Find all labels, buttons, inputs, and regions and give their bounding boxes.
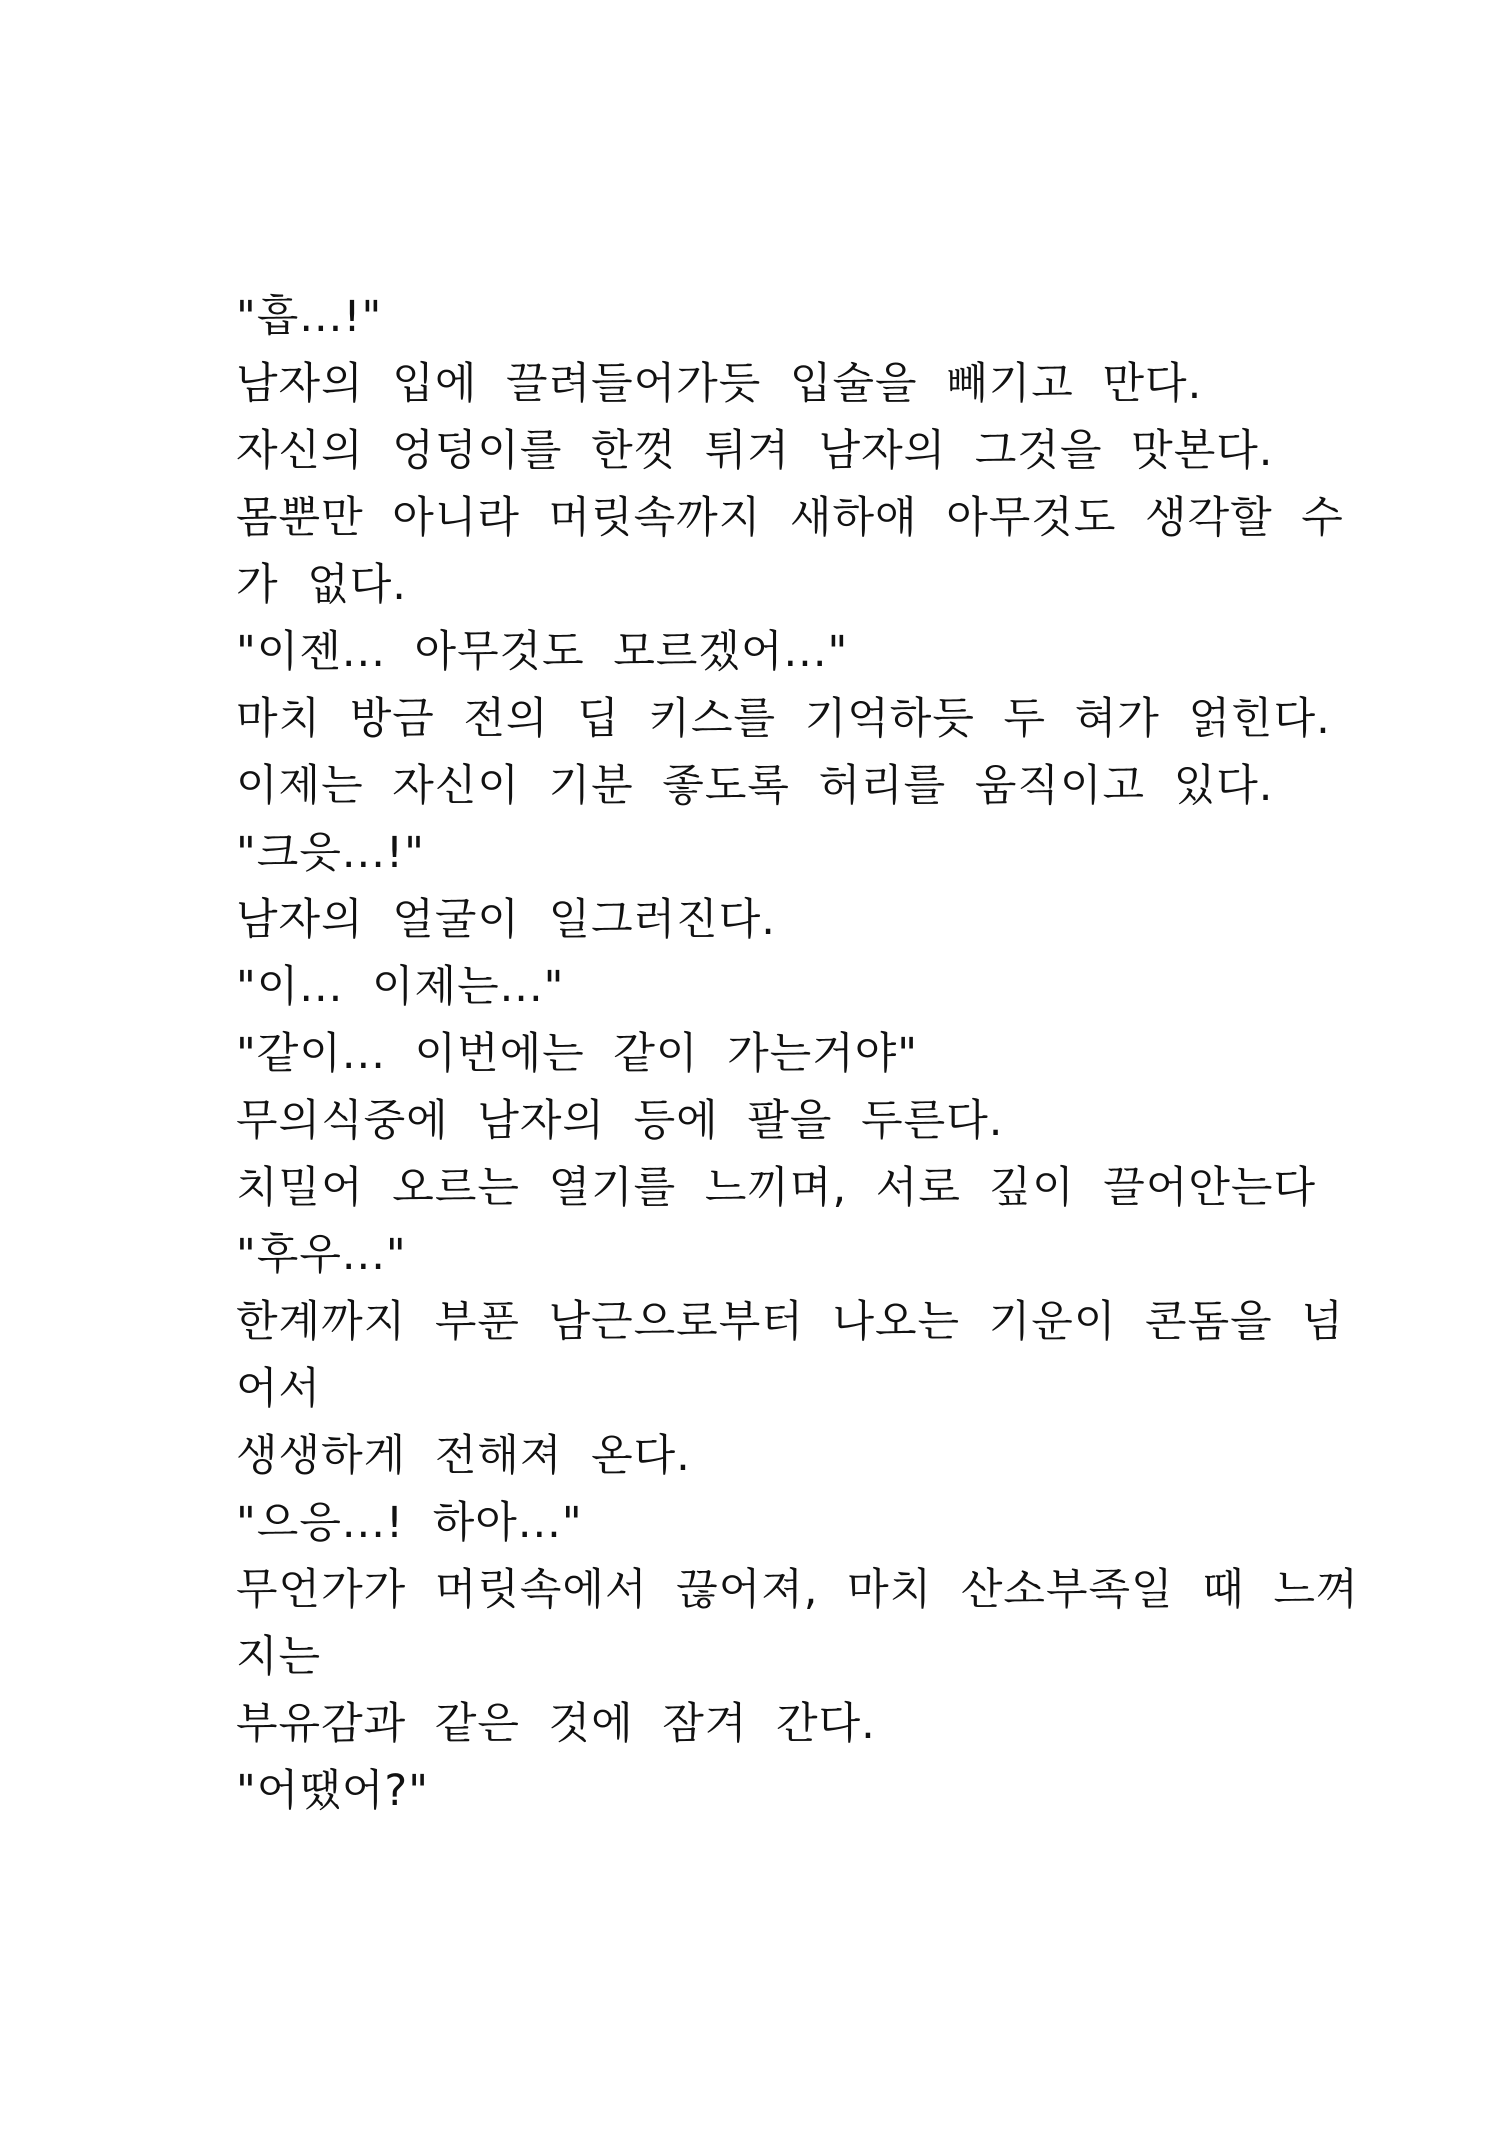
text-line-5: 가 없다.	[236, 560, 407, 610]
text-line-22: 부유감과 같은 것에 잠겨 간다.	[236, 1699, 876, 1749]
text-line-14: 치밀어 오르는 열기를 느끼며, 서로 깊이 끌어안는다	[236, 1163, 1316, 1213]
text-line-10: 남자의 얼굴이 일그러진다.	[236, 895, 776, 945]
text-line-21: 지는	[236, 1632, 322, 1682]
text-line-19: "으응...! 하아..."	[236, 1498, 583, 1548]
text-line-1: "흡...!"	[236, 292, 383, 342]
text-line-3: 자신의 엉덩이를 한껏 튀겨 남자의 그것을 맛본다.	[236, 426, 1274, 476]
text-line-2: 남자의 입에 끌려들어가듯 입술을 빼기고 만다.	[236, 359, 1203, 409]
text-line-17: 어서	[236, 1364, 322, 1414]
text-line-7: 마치 방금 전의 딥 키스를 기억하듯 두 혀가 얽힌다.	[236, 694, 1331, 744]
story-text	[236, 284, 1359, 1825]
text-line-18: 생생하게 전해져 온다.	[236, 1431, 691, 1481]
text-line-23: "어땠어?"	[236, 1766, 429, 1816]
text-line-8: 이제는 자신이 기분 좋도록 허리를 움직이고 있다.	[236, 761, 1274, 811]
text-line-15: "후우..."	[236, 1230, 407, 1280]
text-line-13: 무의식중에 남자의 등에 팔을 두른다.	[236, 1096, 1004, 1146]
text-line-6: "이젠... 아무것도 모르겠어..."	[236, 627, 849, 677]
text-line-11: "이... 이제는..."	[236, 962, 565, 1012]
text-line-20: 무언가가 머릿속에서 끊어져, 마치 산소부족일 때 느껴	[236, 1565, 1359, 1615]
text-line-12: "같이... 이번에는 같이 가는거야"	[236, 1029, 919, 1079]
text-line-16: 한계까지 부푼 남근으로부터 나오는 기운이 콘돔을 넘	[236, 1297, 1344, 1347]
text-line-4: 몸뿐만 아니라 머릿속까지 새하얘 아무것도 생각할 수	[236, 493, 1344, 543]
text-line-9: "크읏...!"	[236, 828, 425, 878]
